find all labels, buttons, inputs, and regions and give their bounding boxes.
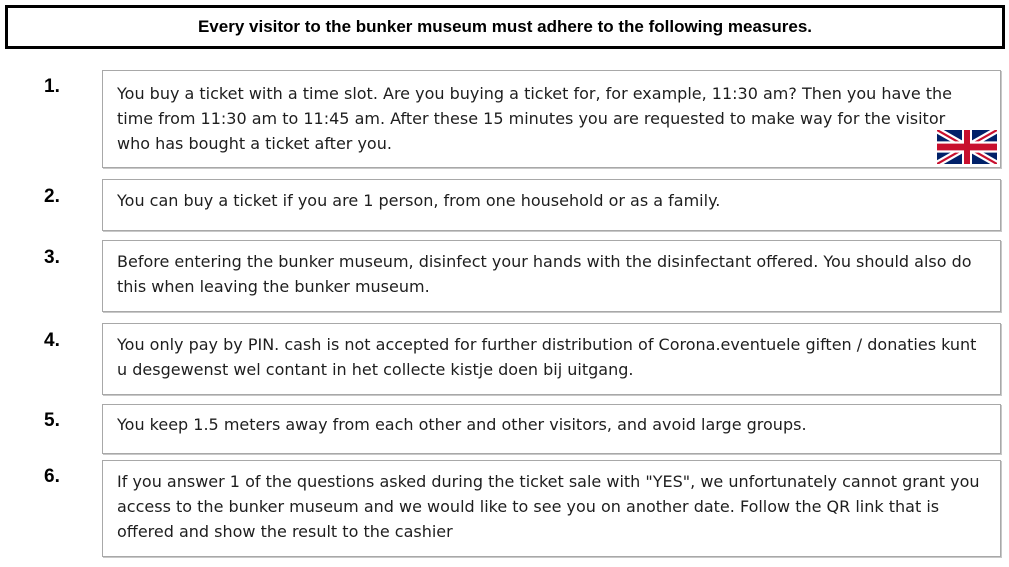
- measure-text-2: You can buy a ticket if you are 1 person, from one household or as a family.: [117, 191, 721, 210]
- measure-box-2: [102, 179, 1001, 231]
- measure-text-3: Before entering the bunker museum, disinfect your hands with the disinfectant offered. You should also do this when leaving the bunker museum.: [117, 252, 972, 296]
- measure-box-3: [102, 240, 1001, 312]
- measure-text-1: You buy a ticket with a time slot. Are you buying a ticket for, for example, 11:30 am? Then you have the time from 11:30 am to 11:45 am. After these 15 minutes you are requested to make way for the visitor who has bought a ticket after you.: [117, 84, 953, 153]
- measure-number-3: 3.: [44, 247, 60, 268]
- notice-header: [5, 5, 1005, 49]
- measure-box-1: [102, 70, 1001, 168]
- measure-text-4: You only pay by PIN. cash is not accepted for further distribution of Corona.eventuele giften / donaties kunt u desgewenst wel contant in het collecte kistje doen bij uitgang.: [117, 335, 977, 379]
- uk-flag-icon: [937, 130, 997, 164]
- measure-box-4: [102, 323, 1001, 395]
- measure-number-1: 1.: [44, 76, 60, 97]
- measure-number-2: 2.: [44, 186, 60, 207]
- measure-box-5: [102, 404, 1001, 454]
- measure-number-5: 5.: [44, 410, 60, 431]
- measure-number-4: 4.: [44, 330, 60, 351]
- measure-text-5: You keep 1.5 meters away from each other and other visitors, and avoid large groups.: [117, 415, 807, 434]
- notice-title: Every visitor to the bunker museum must adhere to the following measures.: [197, 17, 813, 36]
- measure-text-6: If you answer 1 of the questions asked during the ticket sale with "YES", we unfortunately cannot grant you access to the bunker museum and we would like to see you on another date. Follow the QR link that is offered and show the result to the cashier: [117, 472, 980, 541]
- measure-box-6: [102, 460, 1001, 557]
- measure-number-6: 6.: [44, 466, 60, 487]
